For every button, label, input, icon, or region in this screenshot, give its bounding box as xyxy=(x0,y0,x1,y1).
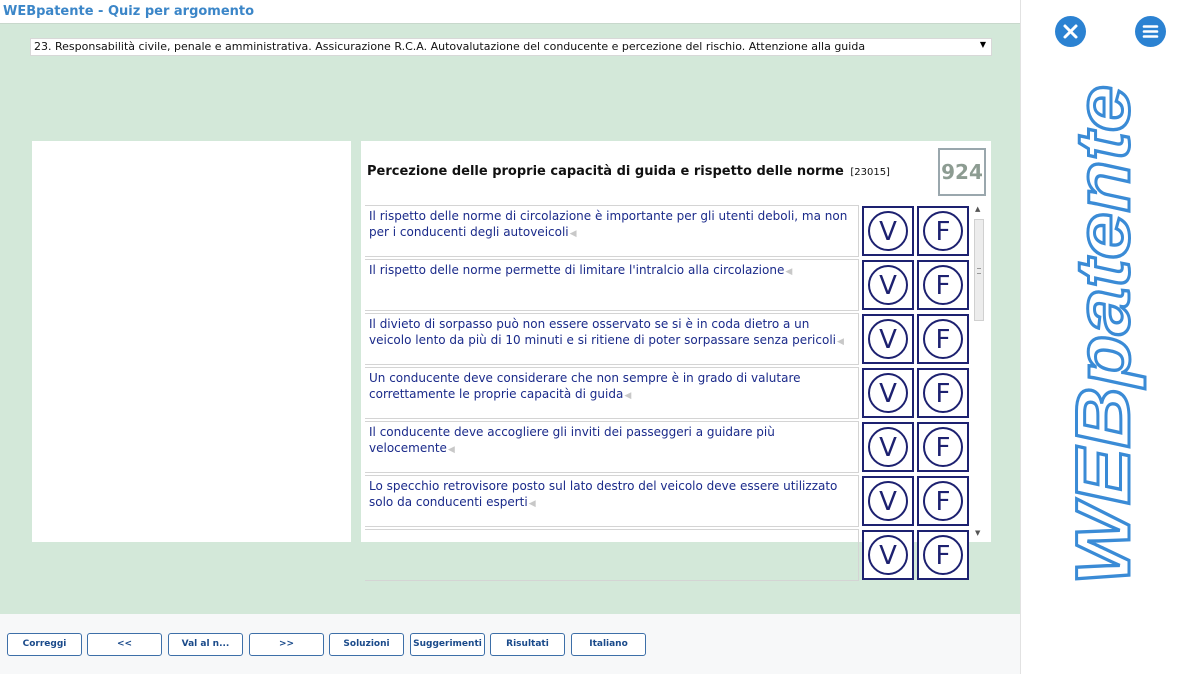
statement-text: Lo specchio retrovisore posto sul lato destro del veicolo deve essere utilizzato solo da conducenti esperti◀ xyxy=(365,475,859,527)
goto-question-button[interactable]: Val al n... xyxy=(168,633,243,656)
false-label: F xyxy=(923,319,963,359)
list-item xyxy=(365,205,973,257)
false-button[interactable] xyxy=(917,206,969,256)
list-item xyxy=(365,421,973,473)
list-item-partial xyxy=(365,529,973,581)
speaker-icon[interactable]: ◀ xyxy=(785,267,793,277)
true-button[interactable] xyxy=(862,422,914,472)
hints-button[interactable]: Suggerimenti xyxy=(410,633,485,656)
speaker-icon[interactable]: ◀ xyxy=(624,391,632,401)
statement-text-partial xyxy=(365,529,859,581)
true-label: V xyxy=(868,535,908,575)
statement-text: Il rispetto delle norme di circolazione è importante per gli utenti deboli, ma non per i conducenti degli autoveicoli◀ xyxy=(365,205,859,257)
speaker-icon[interactable]: ◀ xyxy=(836,337,844,347)
topic-dropdown[interactable] xyxy=(30,38,992,56)
true-button[interactable] xyxy=(862,260,914,310)
false-label: F xyxy=(923,373,963,413)
results-button[interactable]: Risultati xyxy=(490,633,565,656)
false-label: F xyxy=(923,211,963,251)
grip-icon xyxy=(977,268,981,274)
next-button[interactable]: >> xyxy=(249,633,324,656)
true-label: V xyxy=(868,427,908,467)
false-button[interactable] xyxy=(917,422,969,472)
speaker-icon[interactable]: ◀ xyxy=(528,499,536,509)
false-button[interactable] xyxy=(917,260,969,310)
chevron-down-icon: ▼ xyxy=(979,40,986,49)
speaker-icon[interactable]: ◀ xyxy=(447,445,455,455)
false-label: F xyxy=(923,265,963,305)
menu-button[interactable] xyxy=(1135,16,1166,47)
question-code: [23015] xyxy=(850,167,890,178)
true-label: V xyxy=(868,373,908,413)
brand-wordmark: WEBpatente xyxy=(1061,137,1146,585)
scroll-up-icon[interactable]: ▲ xyxy=(975,205,981,213)
false-button[interactable] xyxy=(917,530,969,580)
true-button[interactable] xyxy=(862,368,914,418)
list-item xyxy=(365,367,973,419)
question-panel xyxy=(361,141,991,571)
false-label: F xyxy=(923,427,963,467)
false-button[interactable] xyxy=(917,368,969,418)
close-button[interactable] xyxy=(1055,16,1086,47)
brand-sidebar xyxy=(1020,0,1200,674)
false-label: F xyxy=(923,481,963,521)
true-label: V xyxy=(868,319,908,359)
true-button[interactable] xyxy=(862,314,914,364)
solutions-button[interactable]: Soluzioni xyxy=(329,633,404,656)
true-label: V xyxy=(868,481,908,521)
true-button[interactable] xyxy=(862,206,914,256)
speaker-icon[interactable]: ◀ xyxy=(569,229,577,239)
statement-scrollbar[interactable] xyxy=(973,205,985,537)
scroll-down-icon[interactable]: ▼ xyxy=(975,529,981,537)
false-label: F xyxy=(923,535,963,575)
app-title: WEBpatente - Quiz per argomento xyxy=(3,4,255,19)
title-bar xyxy=(0,0,1020,24)
statement-text: Il rispetto delle norme permette di limitare l'intralcio alla circolazione◀ xyxy=(365,259,859,311)
correggi-button[interactable]: Correggi xyxy=(7,633,82,656)
question-title: Percezione delle proprie capacità di guida e rispetto delle norme xyxy=(367,164,844,179)
list-item xyxy=(365,259,973,311)
false-button[interactable] xyxy=(917,476,969,526)
true-label: V xyxy=(868,265,908,305)
statement-list xyxy=(365,205,973,571)
statement-text: Il conducente deve accogliere gli inviti dei passeggeri a guidare più velocemente◀ xyxy=(365,421,859,473)
statement-text: Un conducente deve considerare che non sempre è in grado di valutare correttamente le proprie capacità di guida◀ xyxy=(365,367,859,419)
brand-logo xyxy=(1061,80,1151,600)
previous-button[interactable]: << xyxy=(87,633,162,656)
false-button[interactable] xyxy=(917,314,969,364)
menu-icon xyxy=(1135,16,1166,47)
close-icon xyxy=(1055,16,1086,47)
list-item xyxy=(365,313,973,365)
statement-text: Il divieto di sorpasso può non essere osservato se si è in coda dietro a un veicolo lento da più di 10 minuti e si ritiene di poter sorpassare senza pericoli◀ xyxy=(365,313,859,365)
true-button[interactable] xyxy=(862,530,914,580)
bottom-toolbar xyxy=(0,614,1020,674)
language-button[interactable]: Italiano xyxy=(571,633,646,656)
question-number-badge: 924 xyxy=(938,148,986,196)
list-item xyxy=(365,475,973,527)
true-button[interactable] xyxy=(862,476,914,526)
true-label: V xyxy=(868,211,908,251)
question-image-panel xyxy=(32,141,351,542)
topic-selected-value: 23. Responsabilità civile, penale e amministrativa. Assicurazione R.C.A. Autovalutazione del conducente e percezione del rischio. Attenzione alla guida xyxy=(34,40,866,53)
question-heading xyxy=(367,164,890,179)
scrollbar-thumb[interactable] xyxy=(974,219,984,321)
